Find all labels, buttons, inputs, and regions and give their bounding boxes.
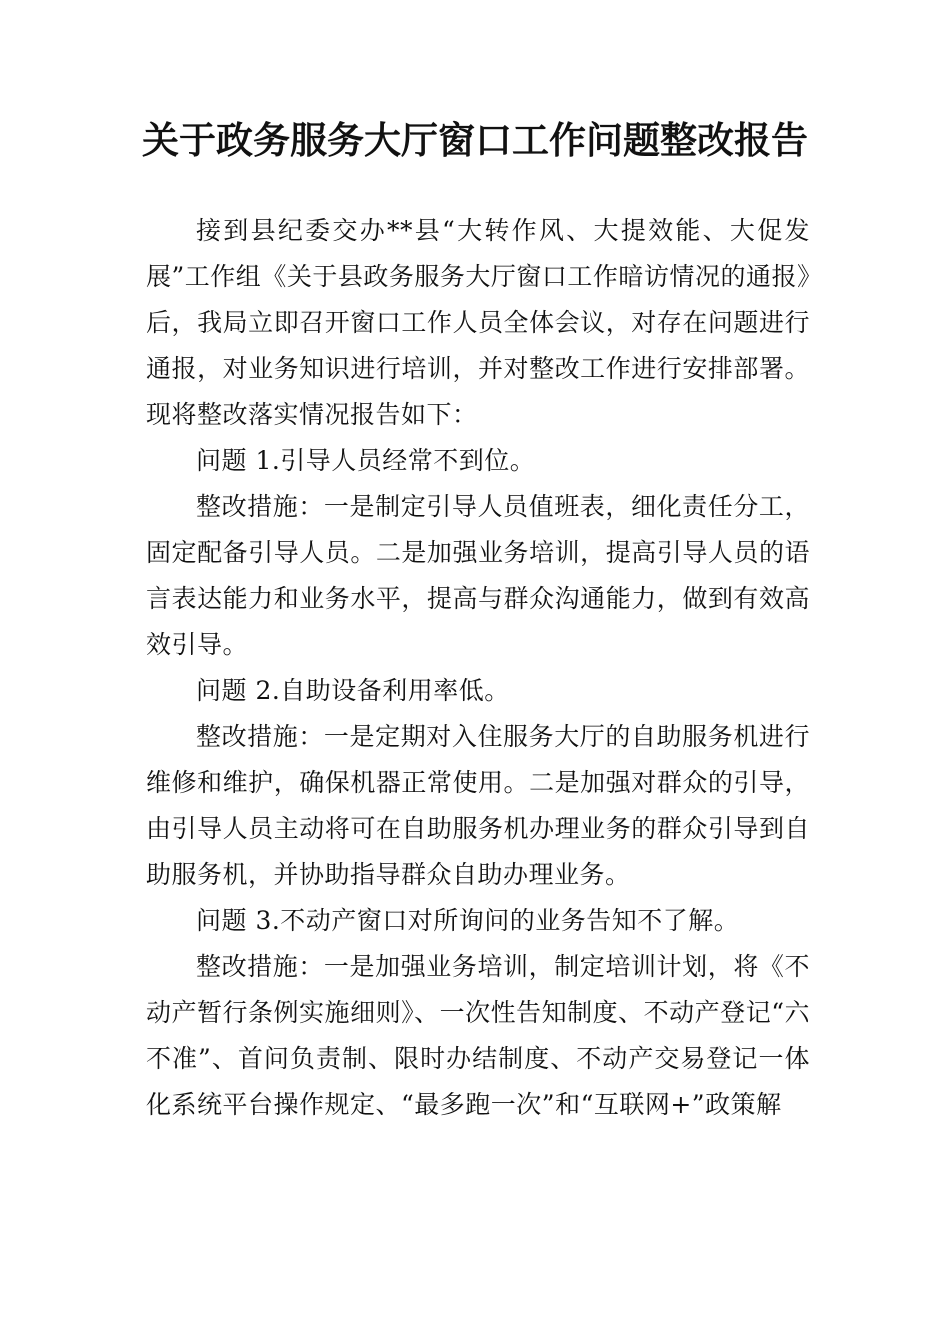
document-body: [146, 208, 810, 1128]
issue-1-heading: 问题 1.引导人员经常不到位。: [196, 446, 536, 475]
intro-paragraph: 接到县纪委交办**县“大转作风、大提效能、大促发展”工作组《关于县政务服务大厅窗口工作暗访情况的通报》后，我局立即召开窗口工作人员全体会议，对存在问题进行通报，对业务知识进行培训，并对整改工作进行安排部署。现将整改落实情况报告如下：: [146, 216, 810, 429]
issue-3-heading: 问题 3.不动产窗口对所询问的业务告知不了解。: [196, 906, 740, 935]
issue-2-heading: 问题 2.自助设备利用率低。: [196, 676, 510, 705]
issue-3-measures: 整改措施：一是加强业务培训，制定培训计划，将《不动产暂行条例实施细则》、一次性告知制度、不动产登记“六不准”、首问负责制、限时办结制度、不动产交易登记一体 化系统平台操作规定、“最多跑一次”和“互联网+”政策解: [146, 952, 810, 1119]
issue-2-measures: 整改措施：一是定期对入住服务大厅的自助服务机进行维修和维护，确保机器正常使用。二是加强对群众的引导，由引导人员主动将可在自助服务机办理业务的群众引导到自助服务机，并协助指导群众自助办理业务。: [146, 722, 810, 889]
issue-1-measures: 整改措施：一是制定引导人员值班表，细化责任分工，固定配备引导人员。二是加强业务培训，提高引导人员的语言表达能力和业务水平，提高与群众沟通能力，做到有效高效引导。: [146, 492, 810, 659]
document-title: 关于政务服务大厅窗口工作问题整改报告: [142, 118, 808, 162]
